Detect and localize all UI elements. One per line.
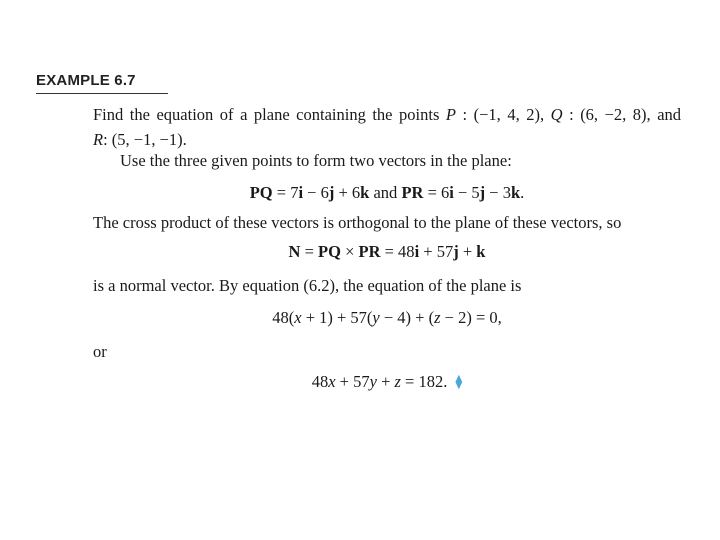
example-header	[36, 72, 136, 89]
problem-line-1: Find the equation of a plane containing the points P : (−1, 4, 2), Q : (6, −2, 8), and	[93, 105, 682, 124]
or-text: or	[93, 342, 107, 361]
solution-intro: Use the three given points to form two vectors in the plane:	[120, 151, 512, 170]
normal-vector-equation: N = PQ × PR = 48i + 57j + k	[288, 242, 486, 261]
vectors-equation: PQ = 7i − 6j + 6k and PR = 6i − 5j − 3k.	[249, 183, 525, 202]
plane-equation-expanded: 48(x + 1) + 57(y − 4) + (z − 2) = 0,	[272, 308, 502, 327]
example-title: EXAMPLE 6.7	[36, 72, 136, 89]
normal-vector-text: is a normal vector. By equation (6.2), the equation of the plane is	[93, 276, 522, 295]
title-underline	[36, 93, 168, 94]
problem-line-2: R: (5, −1, −1).	[93, 130, 187, 149]
plane-equation-final: 48x + 57y + z = 182. ⧫	[311, 372, 463, 391]
end-of-example-diamond-icon: ⧫	[455, 375, 463, 390]
cross-product-text: The cross product of these vectors is orthogonal to the plane of these vectors, so	[93, 213, 622, 232]
